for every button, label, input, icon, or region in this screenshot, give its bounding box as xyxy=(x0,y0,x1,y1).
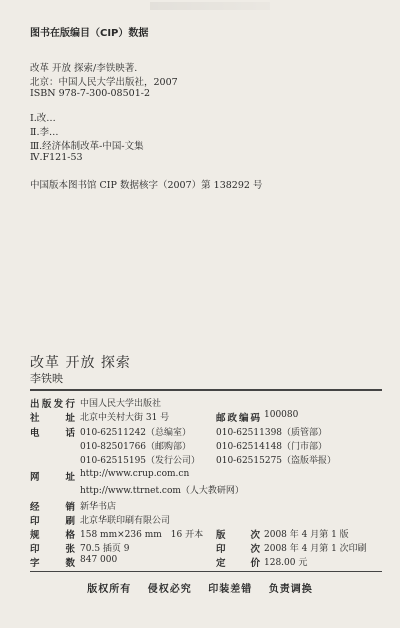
address-value: 北京中关村大街 31 号 xyxy=(80,413,170,423)
cip-entry-publisher: 北京：中国人民大学出版社，2007 xyxy=(30,77,178,88)
spec-value: 158 mm×236 mm 16 开本 xyxy=(80,530,204,540)
edition-value: 2008 年 4 月第 1 版 xyxy=(264,530,349,540)
phone-value: 010-62514148（门市部） xyxy=(216,442,328,452)
printer-value: 北京华联印刷有限公司 xyxy=(80,516,171,526)
postcode-label: 邮政编码 xyxy=(216,413,260,424)
postcode-value: 100080 xyxy=(264,410,299,420)
cip-isbn: ISBN 978-7-300-08501-2 xyxy=(30,88,150,99)
cip-subject: Ⅱ.李… xyxy=(30,127,59,138)
publisher-label: 出版发行 xyxy=(30,399,75,410)
word-count-value: 847 000 xyxy=(80,555,118,565)
rights-notice: 版权所有 侵权必究 印装差错 负责调换 xyxy=(87,584,313,595)
spec-label: 规 格 xyxy=(30,530,75,541)
printer-label: 印 刷 xyxy=(30,516,75,527)
book-author: 李铁映 xyxy=(30,372,63,385)
phone-value: 010-62511398（质管部） xyxy=(216,428,328,438)
website-label: 网 址 xyxy=(30,472,75,483)
book-title: 改革 开放 探索 xyxy=(30,355,131,371)
sheets-label: 印 张 xyxy=(30,544,75,555)
price-value: 128.00 元 xyxy=(264,558,308,568)
word-count-label: 字 数 xyxy=(30,558,75,569)
sheets-value: 70.5 插页 9 xyxy=(80,544,130,554)
phone-value: 010-62515195（发行公司） xyxy=(80,456,201,466)
cip-subject: Ⅳ.F121-53 xyxy=(30,152,83,163)
address-label: 社 址 xyxy=(30,413,75,424)
show-through-texture xyxy=(150,2,270,10)
cip-entry-title: 改革 开放 探索/李铁映著. xyxy=(30,63,138,74)
cip-subject: Ⅰ.改… xyxy=(30,113,56,124)
phone-value: 010-62515275（盗版举报） xyxy=(216,456,337,466)
edition-label: 版 次 xyxy=(216,530,260,541)
publisher-value: 中国人民大学出版社 xyxy=(80,399,162,409)
phone-value: 010-62511242（总编室） xyxy=(80,428,192,438)
printing-value: 2008 年 4 月第 1 次印刷 xyxy=(264,544,367,554)
divider-bottom xyxy=(30,571,382,572)
printing-label: 印 次 xyxy=(216,544,260,555)
cip-subject: Ⅲ.经济体制改革-中国-文集 xyxy=(30,141,144,152)
price-label: 定 价 xyxy=(216,558,260,569)
phone-label: 电 话 xyxy=(30,428,75,439)
distributor-label: 经 销 xyxy=(30,502,75,513)
website-value: http://www.crup.com.cn xyxy=(80,469,190,479)
divider-top xyxy=(30,389,382,391)
cip-heading: 图书在版编目（CIP）数据 xyxy=(30,28,149,39)
cip-record-number: 中国版本图书馆 CIP 数据核字（2007）第 138292 号 xyxy=(30,180,263,191)
website-value: http://www.ttrnet.com（人大教研网） xyxy=(80,486,244,496)
phone-value: 010-82501766（邮购部） xyxy=(80,442,192,452)
distributor-value: 新华书店 xyxy=(80,502,117,512)
